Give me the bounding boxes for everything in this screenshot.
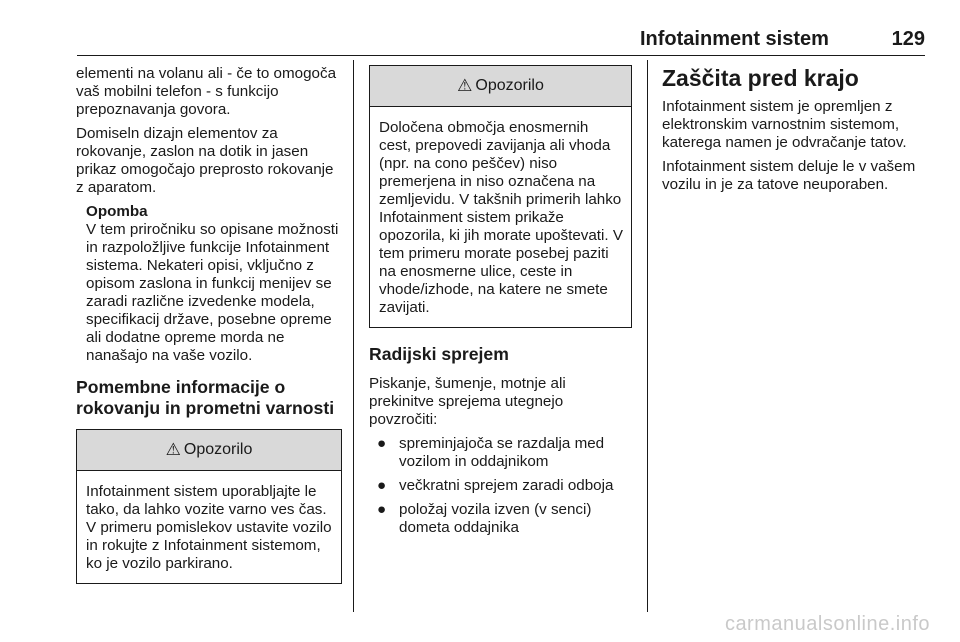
note-text: V tem priročniku so opisane možnosti in razpoložljive funkcije Infotainment sistema. Nekateri opisi, vključno z opisom zaslona in funkcij menijev se zaradi različne izvedenke modela, specifikacij države, posebne opreme ali dodatne opreme morda ne nanašajo na vaše vozilo. (86, 221, 339, 364)
warning-triangle-icon: ⚠ (457, 76, 473, 95)
note-block (86, 203, 342, 365)
warning-box (76, 429, 342, 584)
warning-header (77, 430, 341, 471)
warning-text: Določena območja enosmernih cest, prepovedi zavijanja ali vhoda (npr. na cono peščev) niso premerjena in niso označena na zemljevidu. V takšnih primerih lahko Infotainment sistem prikaže opozorila, ki jih morate upoštevati. V tem primeru morate posebej paziti na enosmerne ulice, ceste in vhode/izhode, na katere ne smete zavijati. (379, 119, 623, 316)
list-item-text: položaj vozila izven (v senci) dometa oddajnika (399, 501, 592, 536)
column-divider-2 (647, 60, 648, 612)
radio-paragraph: Piskanje, šumenje, motnje ali prekinitve sprejema utegnejo povzročiti: (369, 375, 566, 428)
warning-header (370, 66, 631, 107)
list-item (369, 435, 632, 471)
column-middle (369, 65, 632, 543)
column-left (76, 65, 342, 594)
column-right (662, 65, 930, 200)
warning-label: Opozorilo (475, 77, 544, 94)
warning-triangle-icon: ⚠ (165, 440, 181, 459)
intro-paragraph: elementi na volanu ali - če to omogoča vaš mobilni telefon - s funkcijo prepoznavanja govora. (76, 65, 337, 118)
page-number: 129 (891, 28, 925, 50)
section-heading-safety: Pomembne informacije o rokovanju in prometni varnosti (76, 377, 335, 418)
list-item (369, 501, 632, 537)
watermark: carmanualsonline.info (724, 613, 930, 635)
warning-box (369, 65, 632, 328)
note-title: Opomba (86, 203, 148, 220)
section-heading-radio: Radijski sprejem (369, 344, 509, 364)
warning-label: Opozorilo (183, 441, 253, 458)
bullet-icon: ● (377, 501, 387, 518)
list-item-text: večkratni sprejem zaradi odboja (399, 477, 614, 494)
column-divider-1 (353, 60, 354, 612)
bullet-list (369, 435, 632, 537)
theft-paragraph-1: Infotainment sistem je opremljen z elektronskim varnostnim sistemom, katerega namen je odvračanje tatov. (662, 98, 907, 151)
warning-text: Infotainment sistem uporabljajte le tako, da lahko vozite varno ves čas. V primeru pomislekov ustavite vozilo in rokujte z Infotainment sistemom, ko je vozilo parkirano. (86, 483, 332, 572)
section-heading-theft: Zaščita pred krajo (662, 65, 859, 91)
bullet-icon: ● (377, 435, 387, 452)
design-paragraph: Domiseln dizajn elementov za rokovanje, zaslon na dotik in jasen prikaz omogočajo preprosto rokovanje z aparatom. (76, 125, 334, 196)
header-rule (77, 55, 925, 56)
theft-paragraph-2: Infotainment sistem deluje le v vašem vozilu in je za tatove neuporaben. (662, 158, 916, 193)
list-item-text: spreminjajoča se razdalja med vozilom in oddajnikom (399, 435, 605, 470)
list-item (369, 477, 632, 495)
page-header-title: Infotainment sistem (640, 28, 829, 50)
bullet-icon: ● (377, 477, 387, 494)
